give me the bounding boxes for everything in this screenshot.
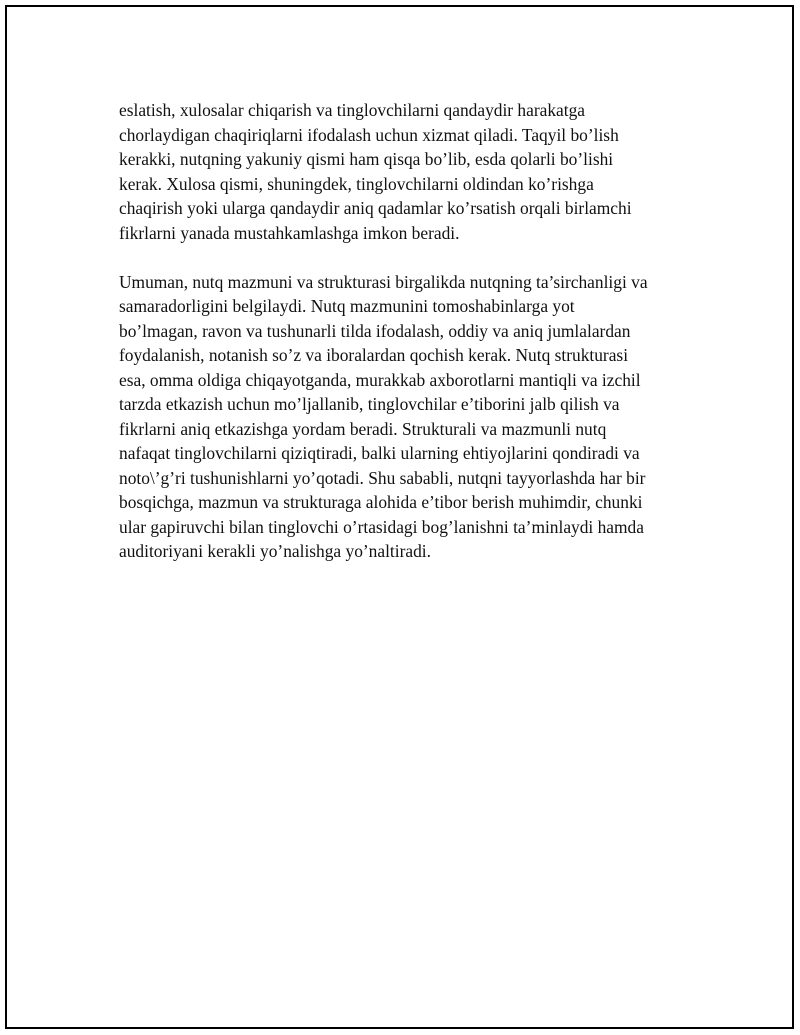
text-line: ular gapiruvchi bilan tinglovchi o’rtasidagi bog’lanishni ta’minlaydi hamda	[119, 516, 644, 537]
text-line: esa, omma oldiga chiqayotganda, murakkab axborotlarni mantiqli va izchil	[119, 369, 641, 390]
text-line: chorlaydigan chaqiriqlarni ifodalash uchun xizmat qiladi. Taqyil bo’lish	[119, 124, 619, 145]
text-line: eslatish, xulosalar chiqarish va tinglovchilarni qandaydir harakatga	[119, 100, 586, 120]
text-line: foydalanish, notanish so’z va iboralardan qochish kerak. Nutq strukturasi	[119, 345, 629, 365]
text-line: kerakki, nutqning yakuniy qismi ham qisqa bo’lib, esda qolarli bo’lishi	[119, 149, 614, 169]
text-line: fikrlarni aniq etkazishga yordam beradi. Strukturali va mazmunli nutq	[119, 418, 607, 439]
paragraph-summary	[119, 270, 689, 564]
text-line: fikrlarni yanada mustahkamlashga imkon beradi.	[119, 222, 460, 243]
text-line: chaqirish yoki ularga qandaydir aniq qadamlar ko’rsatish orqali birlamchi	[119, 198, 632, 218]
text-line: bo’lmagan, ravon va tushunarli tilda ifodalash, oddiy va aniq jumlalardan	[119, 320, 631, 341]
paragraph-conclusion	[119, 98, 689, 245]
text-line: auditoriyani kerakli yo’nalishga yo’naltiradi.	[119, 541, 431, 561]
text-line: Umuman, nutq mazmuni va strukturasi birgalikda nutqning ta’sirchanligi va	[119, 271, 648, 292]
text-line: bosqichga, mazmun va strukturaga alohida e’tibor berish muhimdir, chunki	[119, 492, 643, 512]
text-line: tarzda etkazish uchun mo’ljallanib, tinglovchilar e’tiborini jalb qilish va	[119, 394, 620, 414]
text-line: nafaqat tinglovchilarni qiziqtiradi, balki ularning ehtiyojlarini qondiradi va	[119, 443, 640, 463]
text-line: noto\’g’ri tushunishlarni yo’qotadi. Shu sababli, nutqni tayyorlashda har bir	[119, 467, 646, 488]
document-body	[119, 98, 689, 588]
text-line: samaradorligini belgilaydi. Nutq mazmunini tomoshabinlarga yot	[119, 296, 575, 316]
text-line: kerak. Xulosa qismi, shuningdek, tinglovchilarni oldindan ko’rishga	[119, 173, 594, 194]
document-page	[5, 5, 794, 1029]
